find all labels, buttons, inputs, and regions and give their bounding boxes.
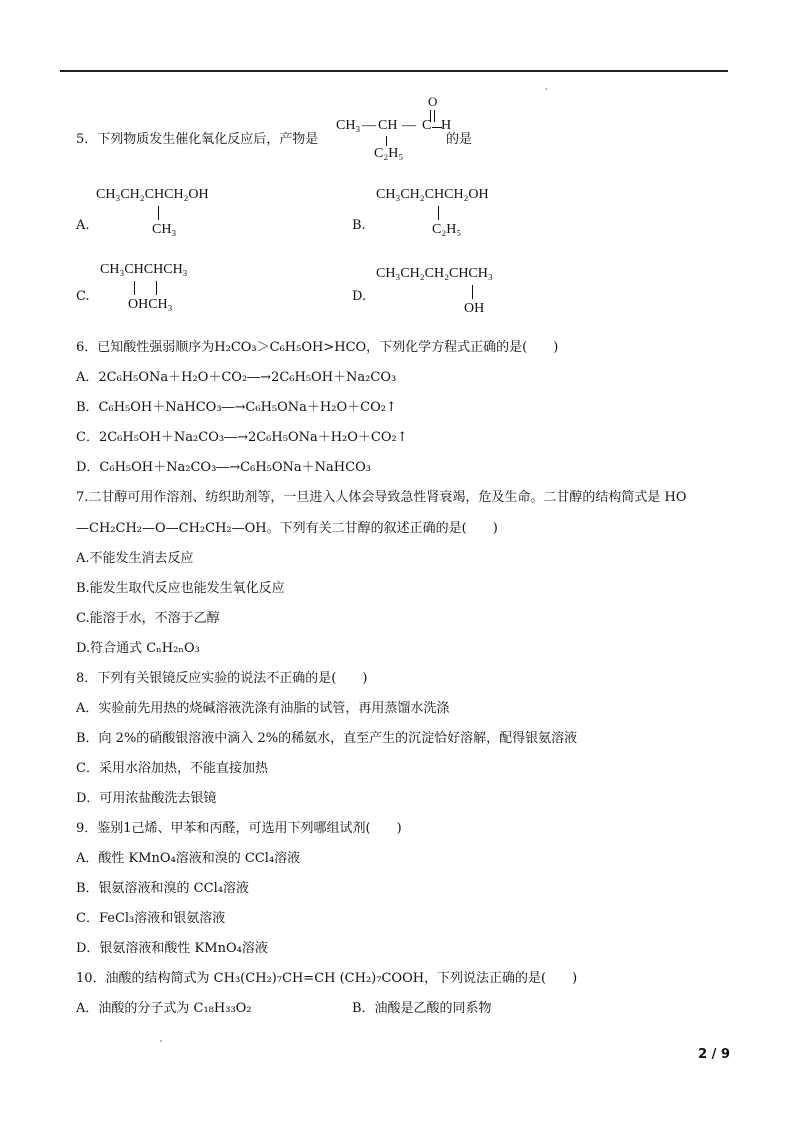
methyl-group: CH₃ xyxy=(336,118,361,133)
q5-stem-after: 的是 xyxy=(446,132,473,147)
q7-stem-line1: 7.二甘醇可用作溶剂、纺织助剂等，一旦进入人体会导致急性肾衰竭，危及生命。二甘醇的结构简式是 HO xyxy=(76,490,687,505)
bond-dash: — xyxy=(362,118,376,133)
q7-option-c: C.能溶于水，不溶于乙醇 xyxy=(76,611,220,626)
q10-option-b: B．油酸是乙酸的同系物 xyxy=(352,1001,492,1016)
q5-option-c-structure xyxy=(100,262,220,318)
branch-bond xyxy=(472,285,473,299)
q9-option-b: B．银氨溶液和溴的 CCl₄溶液 xyxy=(76,881,249,896)
q9-option-a: A．酸性 KMnO₄溶液和溴的 CCl₄溶液 xyxy=(76,851,301,866)
page-number: 2 / 9 xyxy=(698,1047,730,1062)
q7-option-b: B.能发生取代反应也能发生氧化反应 xyxy=(76,581,285,596)
q9-option-c: C．FeCl₃溶液和银氨溶液 xyxy=(76,911,226,926)
q6-option-a: A．2C₆H₅ONa＋H₂O＋CO₂―→2C₆H₅OH＋Na₂CO₃ xyxy=(76,370,397,385)
ethyl-branch: C₂H₅ xyxy=(374,146,404,161)
header-rule xyxy=(60,70,728,72)
branch-bond xyxy=(134,281,135,295)
q5-option-d-structure xyxy=(376,266,536,322)
q9-option-d: D．银氨溶液和酸性 KMnO₄溶液 xyxy=(76,941,268,956)
q7-option-d: D.符合通式 CₙH₂ₙO₃ xyxy=(76,641,200,656)
ch-group: CH xyxy=(378,118,398,133)
q6-stem: 6．已知酸性强弱顺序为H₂CO₃＞C₆H₅OH>HCO，下列化学方程式正确的是( ) xyxy=(76,340,559,355)
scan-dot xyxy=(160,1040,162,1042)
q8-stem: 8．下列有关银镜反应实验的说法不正确的是( ) xyxy=(76,671,368,686)
branch-bond xyxy=(156,281,157,295)
q9-stem: 9．鉴别1己烯、甲苯和丙醛，可选用下列哪组试剂( ) xyxy=(76,821,402,836)
q5-option-b-structure xyxy=(376,187,526,243)
branch-bond xyxy=(438,206,439,220)
q7-stem-line2: —CH₂CH₂—O—CH₂CH₂—OH。下列有关二甘醇的叙述正确的是( ) xyxy=(76,521,498,536)
branch-bond xyxy=(386,136,387,146)
q8-option-d: D．可用浓盐酸洗去银镜 xyxy=(76,791,217,806)
q5-option-b-label: B. xyxy=(352,218,366,233)
formula-branch: C₂H₅ xyxy=(432,222,462,237)
q10-stem: 10．油酸的结构简式为 CH₃(CH₂)₇CH=CH (CH₂)₇COOH，下列说法正确的是( ) xyxy=(76,971,578,986)
bond-dash: — xyxy=(402,118,416,133)
q6-option-d: D．C₆H₅OH＋Na₂CO₃―→C₆H₅ONa＋NaHCO₃ xyxy=(76,460,371,475)
q10-option-a: A．油酸的分子式为 C₁₈H₃₃O₂ xyxy=(76,1001,252,1016)
q8-option-a: A．实验前先用热的烧碱溶液洗涤有油脂的试管，再用蒸馏水洗涤 xyxy=(76,701,450,716)
formula-main: CH₃CH₂CH₂CHCH₃ xyxy=(376,266,493,281)
q5-option-d-label: D. xyxy=(352,289,367,304)
oxygen-atom: O xyxy=(428,94,438,109)
hydrogen-atom: H xyxy=(441,118,452,133)
formula-branch: OH xyxy=(464,301,485,316)
q6-option-c: C．2C₆H₅OH＋Na₂CO₃―→2C₆H₅ONa＋H₂O＋CO₂↑ xyxy=(76,430,408,445)
scan-dot xyxy=(545,88,547,90)
formula-branch: OHCH₃ xyxy=(128,297,173,312)
q5-option-c-label: C. xyxy=(76,289,90,304)
q5-product-structure xyxy=(336,94,452,164)
q8-option-c: C．采用水浴加热，不能直接加热 xyxy=(76,761,268,776)
q5-option-a-structure xyxy=(96,187,246,243)
q6-option-b: B．C₆H₅OH＋NaHCO₃―→C₆H₅ONa＋H₂O＋CO₂↑ xyxy=(76,400,397,415)
formula-main: CH₃CH₂CHCH₂OH xyxy=(96,187,209,202)
formula-branch: CH₃ xyxy=(152,222,177,237)
q7-option-a: A.不能发生消去反应 xyxy=(76,551,194,566)
formula-main: CH₃CHCHCH₃ xyxy=(100,262,188,277)
double-bond-line xyxy=(434,110,435,122)
q5-stem-before: 5．下列物质发生催化氧化反应后，产物是 xyxy=(76,132,319,147)
carbon-atom: C xyxy=(422,118,432,133)
q8-option-b: B．向 2%的硝酸银溶液中滴入 2%的稀氨水，直至产生的沉淀恰好溶解，配得银氨溶液 xyxy=(76,731,578,746)
branch-bond xyxy=(158,206,159,220)
formula-main: CH₃CH₂CHCH₂OH xyxy=(376,187,489,202)
q5-option-a-label: A. xyxy=(76,218,90,233)
